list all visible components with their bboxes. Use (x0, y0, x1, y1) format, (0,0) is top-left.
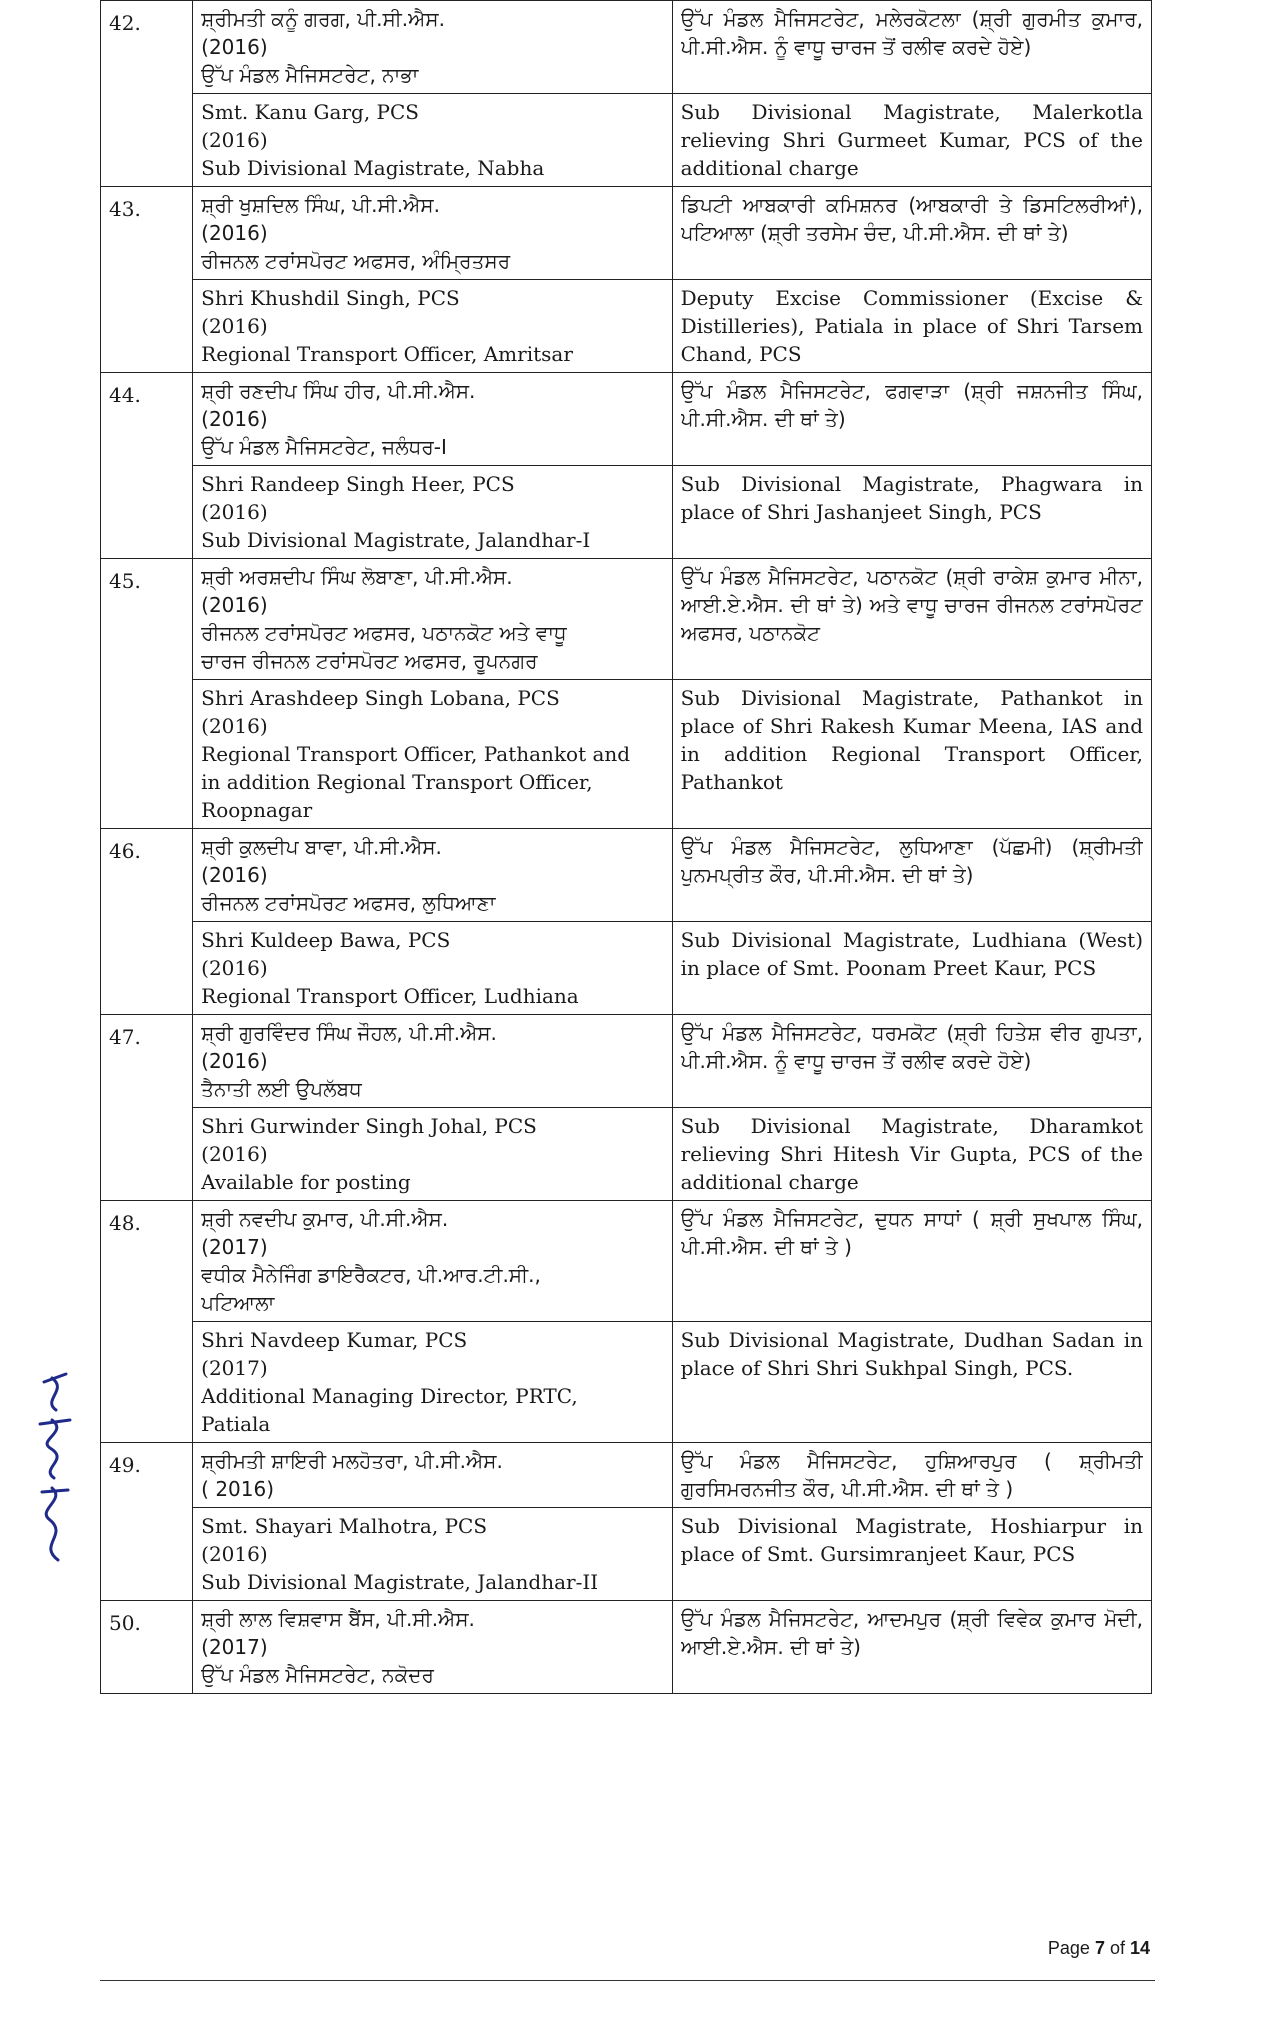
punjabi-from-line: ਸ਼੍ਰੀ ਲਾਲ ਵਿਸ਼ਵਾਸ ਬੈਂਸ, ਪੀ.ਸੀ.ਐਸ. (201, 1607, 475, 1631)
punjabi-from-line: ਵਧੀਕ ਮੈਨੇਜਿੰਗ ਡਾਇਰੈਕਟਰ, ਪੀ.ਆਰ.ਟੀ.ਸੀ., (201, 1263, 541, 1287)
punjabi-from-line: ਉੱਪ ਮੰਡਲ ਮੈਜਿਸਟਰੇਟ, ਨਾਭਾ (201, 63, 419, 87)
english-from-line: Regional Transport Officer, Amritsar (201, 342, 573, 366)
serial-number (101, 187, 193, 373)
footer-total-pages: 14 (1129, 1938, 1150, 1958)
english-from-line: Additional Managing Director, PRTC, (201, 1384, 578, 1408)
punjabi-from-line: ਪਟਿਆਲਾ (201, 1291, 275, 1315)
serial-number-text: 50. (109, 1611, 141, 1635)
page-footer (1048, 1938, 1150, 1959)
punjabi-from-line: (2016) (201, 1049, 268, 1073)
table-row (101, 922, 1152, 1015)
english-to-text: Sub Divisional Magistrate, Hoshiarpur in place of Smt. Gursimranjeet Kaur, PCS (680, 1514, 1143, 1566)
punjabi-from-line: (2016) (201, 407, 268, 431)
english-new-posting (672, 1108, 1151, 1201)
punjabi-to-text: ਉੱਪ ਮੰਡਲ ਮੈਜਿਸਟਰੇਟ, ਮਲੇਰਕੋਟਲਾ (ਸ਼੍ਰੀ ਗੁਰਮੀਤ ਕੁਮਾਰ, ਪੀ.ਸੀ.ਐਸ. ਨੂੰ ਵਾਧੂ ਚਾਰਜ ਤੋਂ ਰਲੀਵ ਕਰਦੇ ਹੋਏ) (680, 7, 1143, 59)
serial-number-text: 43. (109, 197, 141, 221)
english-new-posting (672, 280, 1151, 373)
english-new-posting (672, 94, 1151, 187)
serial-number (101, 1, 193, 187)
footer-prefix: Page (1047, 1938, 1095, 1958)
punjabi-from-line: ਤੈਨਾਤੀ ਲਈ ਉਪਲੱਬਧ (201, 1077, 362, 1101)
english-from-line: Sub Divisional Magistrate, Nabha (201, 156, 545, 180)
serial-number (101, 1443, 193, 1601)
punjabi-to-text: ਉੱਪ ਮੰਡਲ ਮੈਜਿਸਟਰੇਟ, ਦੁਧਨ ਸਾਧਾਂ ( ਸ਼੍ਰੀ ਸੁਖਪਾਲ ਸਿੰਘ, ਪੀ.ਸੀ.ਐਸ. ਦੀ ਥਾਂ ਤੇ ) (680, 1207, 1143, 1259)
punjabi-from-line: ਸ਼੍ਰੀ ਨਵਦੀਪ ਕੁਮਾਰ, ਪੀ.ਸੀ.ਐਸ. (201, 1207, 449, 1231)
table-row (101, 1508, 1152, 1601)
english-new-posting (672, 922, 1151, 1015)
serial-number (101, 1201, 193, 1443)
table-row (101, 1601, 1152, 1694)
english-to-text: Deputy Excise Commissioner (Excise & Distilleries), Patiala in place of Shri Tarsem Chand, PCS (680, 286, 1143, 366)
english-from-line: (2016) (201, 956, 268, 980)
serial-number-text: 46. (109, 839, 141, 863)
english-from-line: (2016) (201, 714, 268, 738)
table-row (101, 466, 1152, 559)
punjabi-from-line: (2016) (201, 593, 268, 617)
english-from-line: Regional Transport Officer, Pathankot and (201, 742, 631, 766)
punjabi-current-posting (193, 1, 672, 94)
punjabi-from-line: ਸ਼੍ਰੀ ਖੁਸ਼ਦਿਲ ਸਿੰਘ, ਪੀ.ਸੀ.ਐਸ. (201, 193, 440, 217)
punjabi-from-line: ਸ਼੍ਰੀਮਤੀ ਕਨੂੰ ਗਰਗ, ਪੀ.ਸੀ.ਐਸ. (201, 7, 445, 31)
punjabi-from-line: ਸ਼੍ਰੀ ਰਣਦੀਪ ਸਿੰਘ ਹੀਰ, ਪੀ.ਸੀ.ਐਸ. (201, 379, 476, 403)
english-from-line: Shri Arashdeep Singh Lobana, PCS (201, 686, 560, 710)
english-from-line: (2016) (201, 1542, 268, 1566)
serial-number (101, 1601, 193, 1694)
serial-number-text: 45. (109, 569, 141, 593)
serial-number (101, 559, 193, 829)
punjabi-from-line: ਉੱਪ ਮੰਡਲ ਮੈਜਿਸਟਰੇਟ, ਨਕੋਦਰ (201, 1663, 434, 1687)
handwritten-signature (28, 1360, 80, 1570)
punjabi-to-text: ਉੱਪ ਮੰਡਲ ਮੈਜਿਸਟਰੇਟ, ਪਠਾਨਕੋਟ (ਸ਼੍ਰੀ ਰਾਕੇਸ਼ ਕੁਮਾਰ ਮੀਨਾ, ਆਈ.ਏ.ਐਸ. ਦੀ ਥਾਂ ਤੇ) ਅਤੇ ਵਾਧੂ ਚਾਰਜ ਰੀਜਨਲ ਟਰਾਂਸਪੋਰਟ ਅਫਸਰ, ਪਠਾਨਕੋਟ (680, 565, 1143, 645)
english-from-line: Shri Gurwinder Singh Johal, PCS (201, 1114, 537, 1138)
english-new-posting (672, 1322, 1151, 1443)
english-current-posting (193, 922, 672, 1015)
english-from-line: Regional Transport Officer, Ludhiana (201, 984, 579, 1008)
punjabi-to-text: ਡਿਪਟੀ ਆਬਕਾਰੀ ਕਮਿਸ਼ਨਰ (ਆਬਕਾਰੀ ਤੇ ਡਿਸਟਿਲਰੀਆਂ), ਪਟਿਆਲਾ (ਸ਼੍ਰੀ ਤਰਸੇਮ ਚੰਦ, ਪੀ.ਸੀ.ਐਸ. ਦੀ ਥਾਂ ਤੇ) (680, 193, 1143, 245)
serial-number-text: 44. (109, 383, 141, 407)
table-row (101, 187, 1152, 280)
punjabi-to-text: ਉੱਪ ਮੰਡਲ ਮੈਜਿਸਟਰੇਟ, ਆਦਮਪੁਰ (ਸ਼੍ਰੀ ਵਿਵੇਕ ਕੁਮਾਰ ਮੋਦੀ, ਆਈ.ਏ.ਐਸ. ਦੀ ਥਾਂ ਤੇ) (680, 1607, 1143, 1659)
punjabi-to-text: ਉੱਪ ਮੰਡਲ ਮੈਜਿਸਟਰੇਟ, ਧਰਮਕੋਟ (ਸ਼੍ਰੀ ਹਿਤੇਸ਼ ਵੀਰ ਗੁਪਤਾ, ਪੀ.ਸੀ.ਐਸ. ਨੂੰ ਵਾਧੂ ਚਾਰਜ ਤੋਂ ਰਲੀਵ ਕਰਦੇ ਹੋਏ) (680, 1021, 1143, 1073)
transfer-orders-table (100, 0, 1152, 1694)
punjabi-from-line: (2016) (201, 35, 268, 59)
english-to-text: Sub Divisional Magistrate, Dharamkot relieving Shri Hitesh Vir Gupta, PCS of the additional charge (680, 1114, 1143, 1194)
punjabi-to-text: ਉੱਪ ਮੰਡਲ ਮੈਜਿਸਟਰੇਟ, ਫਗਵਾੜਾ (ਸ਼੍ਰੀ ਜਸ਼ਨਜੀਤ ਸਿੰਘ, ਪੀ.ਸੀ.ਐਸ. ਦੀ ਥਾਂ ਤੇ) (680, 379, 1143, 431)
punjabi-new-posting (672, 1601, 1151, 1694)
serial-number-text: 47. (109, 1025, 141, 1049)
punjabi-new-posting (672, 1443, 1151, 1508)
punjabi-from-line: ਸ਼੍ਰੀਮਤੀ ਸ਼ਾਇਰੀ ਮਲਹੋਤਰਾ, ਪੀ.ਸੀ.ਐਸ. (201, 1449, 503, 1473)
punjabi-new-posting (672, 559, 1151, 680)
english-from-line: Roopnagar (201, 798, 313, 822)
english-current-posting (193, 1108, 672, 1201)
english-from-line: (2017) (201, 1356, 268, 1380)
punjabi-new-posting (672, 829, 1151, 922)
footer-middle: of (1104, 1938, 1130, 1958)
english-from-line: Shri Khushdil Singh, PCS (201, 286, 460, 310)
english-from-line: (2016) (201, 128, 268, 152)
punjabi-new-posting (672, 1015, 1151, 1108)
english-from-line: (2016) (201, 500, 268, 524)
english-current-posting (193, 280, 672, 373)
punjabi-from-line: ਸ਼੍ਰੀ ਅਰਸ਼ਦੀਪ ਸਿੰਘ ਲੋਬਾਣਾ, ਪੀ.ਸੀ.ਐਸ. (201, 565, 513, 589)
page-bottom-rule (100, 1980, 1155, 1981)
serial-number (101, 829, 193, 1015)
english-to-text: Sub Divisional Magistrate, Malerkotla relieving Shri Gurmeet Kumar, PCS of the additional charge (680, 100, 1143, 180)
punjabi-from-line: ਰੀਜਨਲ ਟਰਾਂਸਪੋਰਟ ਅਫਸਰ, ਅੰਮ੍ਰਿਤਸਰ (201, 249, 511, 273)
punjabi-new-posting (672, 373, 1151, 466)
serial-number (101, 1015, 193, 1201)
serial-number-text: 42. (109, 11, 141, 35)
english-from-line: (2016) (201, 314, 268, 338)
english-from-line: Smt. Kanu Garg, PCS (201, 100, 419, 124)
punjabi-new-posting (672, 1201, 1151, 1322)
english-new-posting (672, 466, 1151, 559)
punjabi-current-posting (193, 559, 672, 680)
table-row (101, 280, 1152, 373)
english-to-text: Sub Divisional Magistrate, Phagwara in place of Shri Jashanjeet Singh, PCS (680, 472, 1143, 524)
english-new-posting (672, 1508, 1151, 1601)
punjabi-current-posting (193, 1201, 672, 1322)
table-row (101, 373, 1152, 466)
table-row (101, 1108, 1152, 1201)
english-from-line: Sub Divisional Magistrate, Jalandhar-II (201, 1570, 599, 1594)
table-row (101, 1201, 1152, 1322)
table-row (101, 829, 1152, 922)
english-from-line: in addition Regional Transport Officer, (201, 770, 593, 794)
punjabi-from-line: ਰੀਜਨਲ ਟਰਾਂਸਪੋਰਟ ਅਫਸਰ, ਲੁਧਿਆਣਾ (201, 891, 496, 915)
punjabi-current-posting (193, 1443, 672, 1508)
serial-number-text: 49. (109, 1453, 141, 1477)
punjabi-from-line: ਉੱਪ ਮੰਡਲ ਮੈਜਿਸਟਰੇਟ, ਜਲੰਧਰ-I (201, 435, 447, 459)
english-from-line: Shri Navdeep Kumar, PCS (201, 1328, 468, 1352)
english-from-line: Available for posting (201, 1170, 411, 1194)
punjabi-current-posting (193, 187, 672, 280)
table-row (101, 94, 1152, 187)
punjabi-from-line: ਸ਼੍ਰੀ ਕੁਲਦੀਪ ਬਾਵਾ, ਪੀ.ਸੀ.ਐਸ. (201, 835, 442, 859)
punjabi-from-line: ਸ਼੍ਰੀ ਗੁਰਵਿੰਦਰ ਸਿੰਘ ਜੌਹਲ, ਪੀ.ਸੀ.ਐਸ. (201, 1021, 497, 1045)
english-current-posting (193, 94, 672, 187)
english-current-posting (193, 1508, 672, 1601)
serial-number (101, 373, 193, 559)
english-current-posting (193, 466, 672, 559)
english-from-line: (2016) (201, 1142, 268, 1166)
punjabi-to-text: ਉੱਪ ਮੰਡਲ ਮੈਜਿਸਟਰੇਟ, ਲੁਧਿਆਣਾ (ਪੱਛਮੀ) (ਸ਼੍ਰੀਮਤੀ ਪੁਨਮਪ੍ਰੀਤ ਕੌਰ, ਪੀ.ਸੀ.ਐਸ. ਦੀ ਥਾਂ ਤੇ) (680, 835, 1143, 887)
english-from-line: Sub Divisional Magistrate, Jalandhar-I (201, 528, 591, 552)
punjabi-from-line: (2016) (201, 863, 268, 887)
punjabi-from-line: ( 2016) (201, 1477, 275, 1501)
punjabi-current-posting (193, 1015, 672, 1108)
punjabi-from-line: ਰੀਜਨਲ ਟਰਾਂਸਪੋਰਟ ਅਫਸਰ, ਪਠਾਨਕੋਟ ਅਤੇ ਵਾਧੂ (201, 621, 567, 645)
punjabi-to-text: ਉੱਪ ਮੰਡਲ ਮੈਜਿਸਟਰੇਟ, ਹੁਸ਼ਿਆਰਪੁਰ ( ਸ਼੍ਰੀਮਤੀ ਗੁਰਸਿਮਰਨਜੀਤ ਕੌਰ, ਪੀ.ਸੀ.ਐਸ. ਦੀ ਥਾਂ ਤੇ ) (680, 1449, 1143, 1501)
punjabi-current-posting (193, 1601, 672, 1694)
table-row (101, 1322, 1152, 1443)
punjabi-new-posting (672, 187, 1151, 280)
serial-number-text: 48. (109, 1211, 141, 1235)
table-row (101, 1015, 1152, 1108)
punjabi-new-posting (672, 1, 1151, 94)
punjabi-from-line: ਚਾਰਜ ਰੀਜਨਲ ਟਰਾਂਸਪੋਰਟ ਅਫਸਰ, ਰੂਪਨਗਰ (201, 649, 538, 673)
punjabi-from-line: (2017) (201, 1235, 268, 1259)
punjabi-current-posting (193, 373, 672, 466)
english-from-line: Shri Kuldeep Bawa, PCS (201, 928, 451, 952)
english-to-text: Sub Divisional Magistrate, Ludhiana (West) in place of Smt. Poonam Preet Kaur, PCS (680, 928, 1143, 980)
english-from-line: Patiala (201, 1412, 271, 1436)
table-row (101, 1, 1152, 94)
english-from-line: Smt. Shayari Malhotra, PCS (201, 1514, 488, 1538)
punjabi-current-posting (193, 829, 672, 922)
table-row (101, 1443, 1152, 1508)
footer-current-page: 7 (1094, 1938, 1105, 1958)
punjabi-from-line: (2017) (201, 1635, 268, 1659)
english-from-line: Shri Randeep Singh Heer, PCS (201, 472, 515, 496)
english-new-posting (672, 680, 1151, 829)
punjabi-from-line: (2016) (201, 221, 268, 245)
english-current-posting (193, 680, 672, 829)
english-to-text: Sub Divisional Magistrate, Dudhan Sadan in place of Shri Shri Sukhpal Singh, PCS. (680, 1328, 1143, 1380)
english-current-posting (193, 1322, 672, 1443)
table-row (101, 680, 1152, 829)
table-row (101, 559, 1152, 680)
english-to-text: Sub Divisional Magistrate, Pathankot in place of Shri Rakesh Kumar Meena, IAS and in addition Regional Transport Officer, Pathankot (680, 686, 1143, 794)
